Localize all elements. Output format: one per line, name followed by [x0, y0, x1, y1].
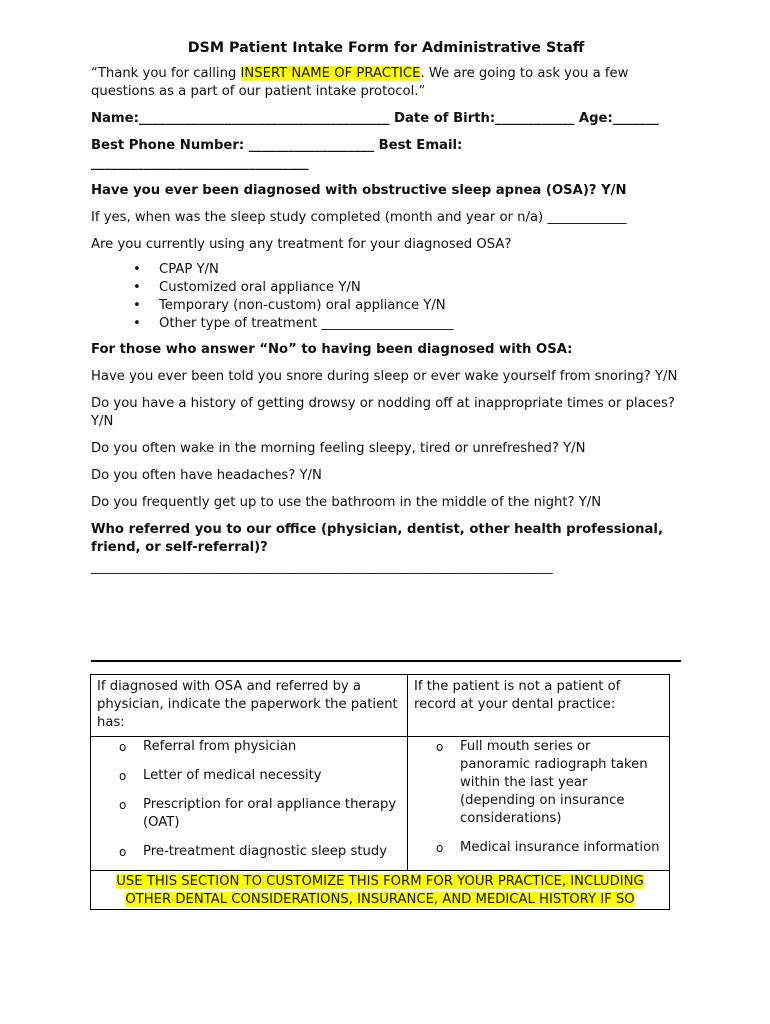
headache-question: Do you often have headaches? Y/N — [91, 468, 322, 483]
bullet-icon: • — [133, 316, 141, 331]
intake-form — [91, 40, 681, 586]
physician-paperwork-list — [97, 738, 401, 861]
form-title: DSM Patient Intake Form for Administrative Staff — [187, 40, 585, 56]
treatment-question: Are you currently using any treatment for your diagnosed OSA? — [91, 237, 512, 252]
treatment-list — [91, 261, 681, 333]
checklist-item[interactable] — [97, 796, 401, 832]
right-header-cell: If the patient is not a patient of record at your dental practice: — [408, 675, 670, 737]
bullet-icon: • — [133, 280, 141, 295]
circle-bullet-icon: o — [119, 845, 127, 859]
right-items-cell — [408, 737, 670, 871]
dental-record-list — [414, 738, 663, 857]
circle-bullet-icon: o — [119, 798, 127, 812]
left-header-cell: If diagnosed with OSA and referred by a physician, indicate the paperwork the patient has: — [91, 675, 408, 737]
checklist-item[interactable] — [97, 738, 401, 756]
checklist-label: Prescription for oral appliance therapy (OAT) — [143, 797, 397, 830]
bathroom-question: Do you frequently get up to use the bathroom in the middle of the night? Y/N — [91, 495, 602, 510]
checklist-label: Letter of medical necessity — [143, 768, 322, 783]
referral-blank[interactable]: ______________________________________________________________________ — [91, 560, 553, 575]
checklist-label: Medical insurance information — [460, 840, 660, 855]
customize-section-cell — [91, 871, 670, 910]
circle-bullet-icon: o — [119, 769, 127, 783]
bullet-icon: • — [133, 298, 141, 313]
treatment-label: CPAP Y/N — [159, 262, 219, 277]
circle-bullet-icon: o — [119, 740, 127, 754]
paperwork-table — [90, 674, 670, 910]
snoring-question: Have you ever been told you snore during sleep or ever wake yourself from snoring? Y/N — [91, 369, 678, 384]
checklist-item[interactable] — [414, 738, 663, 828]
phone-email-line[interactable]: Best Phone Number: ___________________ Best Email: _________________________________ — [91, 138, 463, 171]
checklist-label: Full mouth series or panoramic radiograph taken within the last year (depending on insurance considerations) — [460, 739, 648, 826]
circle-bullet-icon: o — [436, 841, 444, 855]
left-items-cell — [91, 737, 408, 871]
osa-diagnosis-question: Have you ever been diagnosed with obstructive sleep apnea (OSA)? Y/N — [91, 183, 627, 198]
referral-question: Who referred you to our office (physician, dentist, other health professional, friend, or self-referral)? — [91, 522, 663, 555]
intro-after: . We are going to ask you a few questions as a part of our patient intake protocol.” — [91, 66, 629, 99]
unrefreshed-question: Do you often wake in the morning feeling sleepy, tired or unrefreshed? Y/N — [91, 441, 586, 456]
checklist-label: Referral from physician — [143, 739, 297, 754]
treatment-label: Temporary (non-custom) oral appliance Y/N — [159, 298, 446, 313]
checklist-label: Pre-treatment diagnostic sleep study — [143, 844, 388, 859]
name-dob-age-line[interactable]: Name:______________________________________ Date of Birth:____________ Age:_______ — [91, 111, 659, 126]
sleep-study-question[interactable]: If yes, when was the sleep study completed (month and year or n/a) ____________ — [91, 210, 627, 225]
checklist-item[interactable] — [414, 839, 663, 857]
drowsy-question: Do you have a history of getting drowsy or nodding off at inappropriate times or places? Y/N — [91, 396, 675, 429]
intro-before: “Thank you for calling — [91, 66, 241, 81]
customize-note: USE THIS SECTION TO CUSTOMIZE THIS FORM FOR YOUR PRACTICE, INCLUDING OTHER DENTAL CONSIDERATIONS, INSURANCE, AND MEDICAL HISTORY IF SO — [116, 874, 644, 907]
treatment-label: Customized oral appliance Y/N — [159, 280, 361, 295]
section-divider — [91, 660, 681, 662]
treatment-item — [91, 297, 681, 315]
treatment-item[interactable] — [91, 315, 681, 333]
treatment-item — [91, 261, 681, 279]
treatment-label: Other type of treatment ____________________ — [159, 316, 454, 331]
checklist-item[interactable] — [97, 843, 401, 861]
practice-name-placeholder[interactable]: INSERT NAME OF PRACTICE — [240, 66, 421, 81]
treatment-item — [91, 279, 681, 297]
circle-bullet-icon: o — [436, 740, 444, 754]
intro-script — [91, 65, 681, 101]
no-osa-heading: For those who answer “No” to having been diagnosed with OSA: — [91, 342, 573, 357]
checklist-item[interactable] — [97, 767, 401, 785]
bullet-icon: • — [133, 262, 141, 277]
